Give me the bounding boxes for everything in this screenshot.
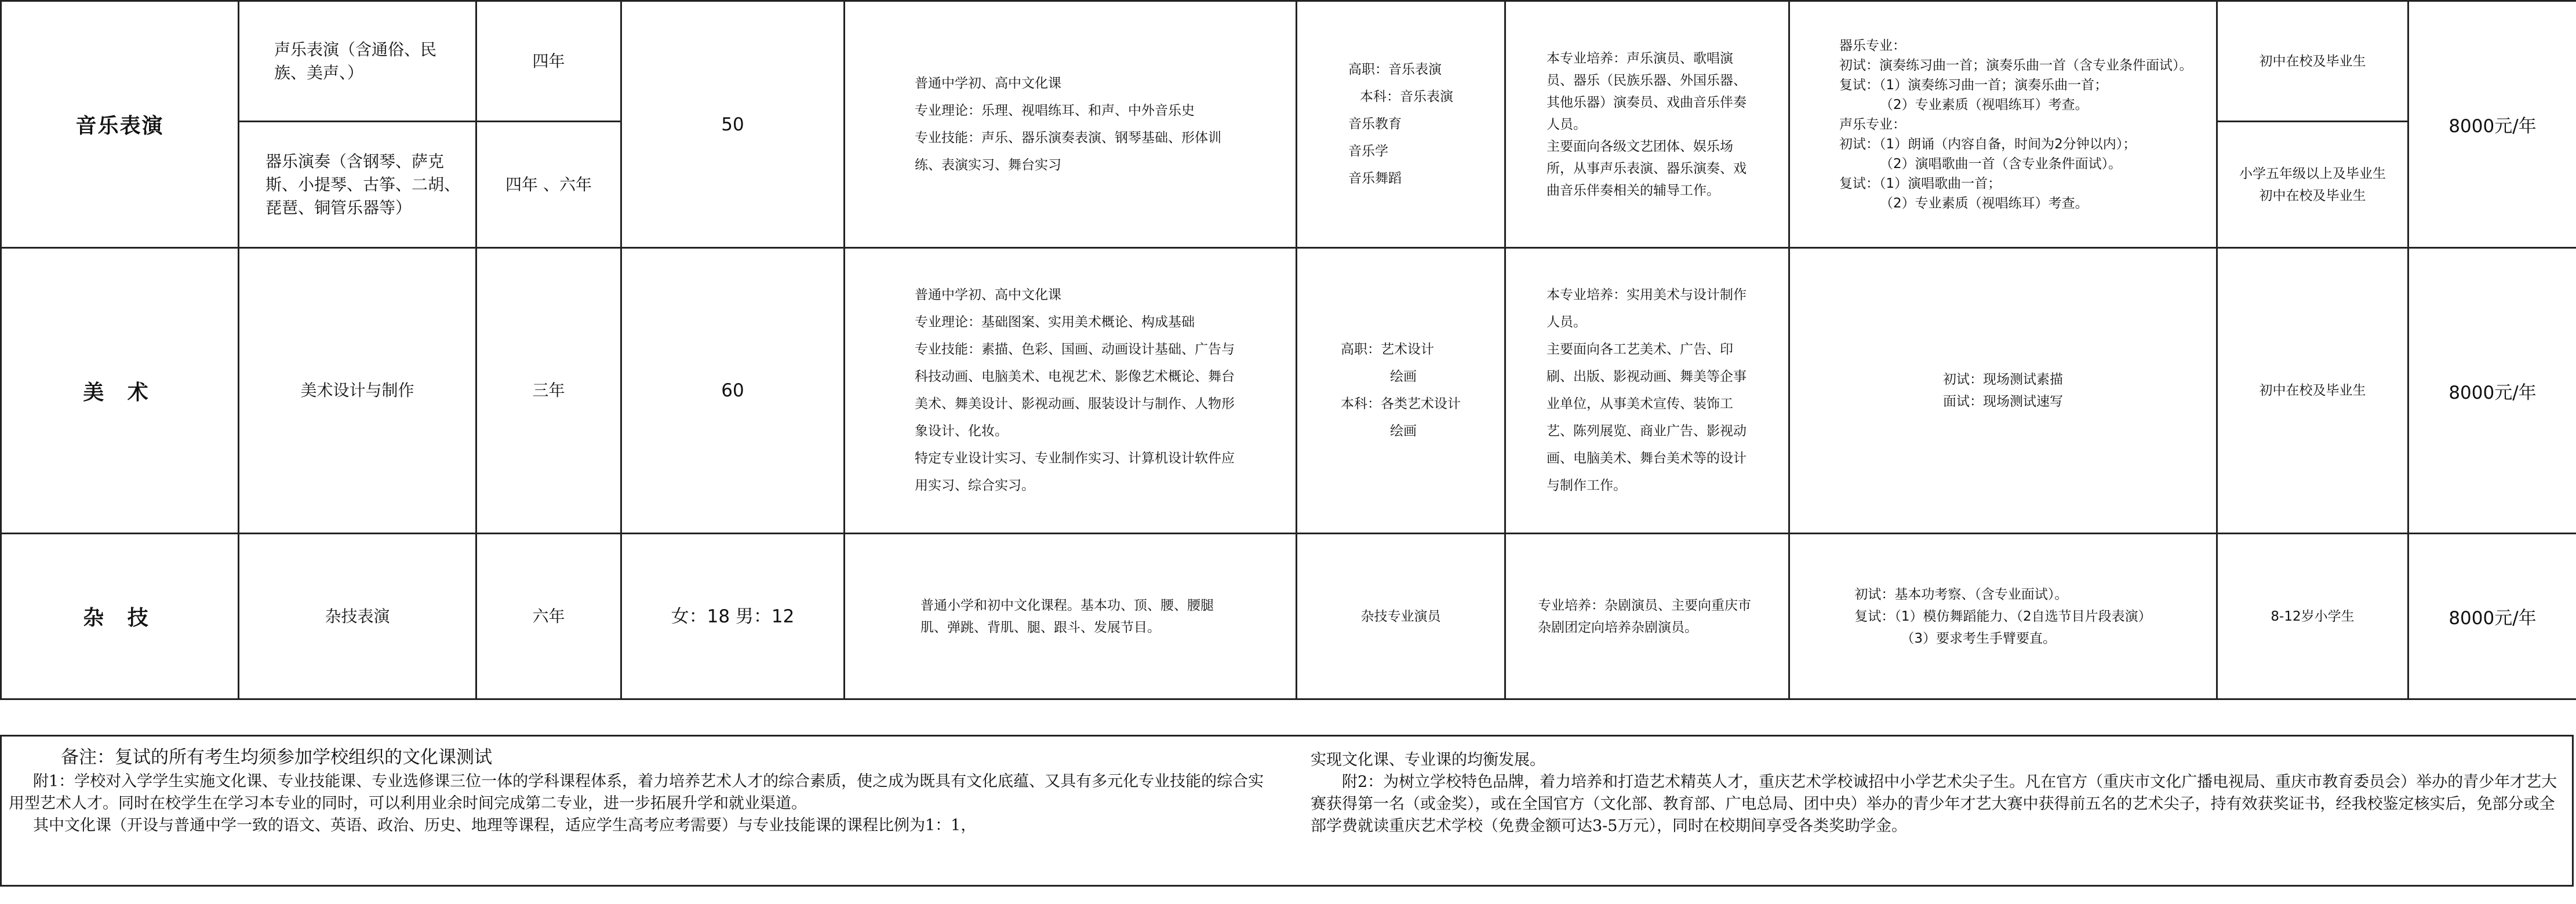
tuition-fee: 8000元/年 bbox=[2408, 248, 2576, 534]
major-name: 音乐表演 bbox=[1, 1, 239, 248]
further-study: 杂技专业演员 bbox=[1297, 534, 1505, 699]
program-years: 四年 、六年 bbox=[476, 122, 621, 248]
program-years: 六年 bbox=[476, 534, 621, 699]
course-list: 普通中学初、高中文化课 专业理论：基础图案、实用美术概论、构成基础 专业技能：素描、色彩、国画、动画设计基础、广告与科技动画、电脑美术、电视艺术、影像艺术概论、舞台美术、舞美设计、影视动画、服装设计与制作、人物形象设计、化妆。 特定专业设计实习、专业制作实习、计算机设计软件应用实习、综合实习。 bbox=[845, 248, 1297, 534]
target-students: 初中在校及毕业生 bbox=[2217, 1, 2408, 122]
major-name: 美 术 bbox=[1, 248, 239, 534]
program-name: 杂技表演 bbox=[239, 534, 476, 699]
note-paragraph-2: 其中文化课（开设与普通中学一致的语文、英语、政治、历史、地理等课程，适应学生高考应考需要）与专业技能课的课程比例为1：1， bbox=[33, 816, 977, 834]
program-name: 美术设计与制作 bbox=[239, 248, 476, 534]
note-paragraph-3: 实现文化课、专业课的均衡发展。 bbox=[1311, 751, 1545, 769]
exam-content: 初试：基本功考察、（含专业面试）。 复试：（1）模仿舞蹈能力、（2自选节目片段表演） （3）要求考生手臂要直。 bbox=[1789, 534, 2217, 699]
course-list: 普通小学和初中文化课程。基本功、顶、腰、腰腿肌、弹跳、背肌、腿、跟斗、发展节目。 bbox=[845, 534, 1297, 699]
notes-box bbox=[0, 735, 2574, 887]
employment-direction: 本专业培养：声乐演员、歌唱演员、器乐（民族乐器、外国乐器、其他乐器）演奏员、戏曲音乐伴奏人员。 主要面向各级文艺团体、娱乐场所，从事声乐表演、器乐演奏、戏曲音乐伴奏相关的辅导工作。 bbox=[1505, 1, 1789, 248]
program-name: 声乐表演（含通俗、民族、美声、） bbox=[239, 1, 476, 122]
exam-content: 初试：现场测试素描 面试：现场测试速写 bbox=[1789, 248, 2217, 534]
enrollment-quota: 50 bbox=[621, 1, 845, 248]
table-row bbox=[1, 248, 2576, 534]
enrollment-quota: 60 bbox=[621, 248, 845, 534]
target-students: 小学五年级以上及毕业生 初中在校及毕业生 bbox=[2217, 122, 2408, 248]
notes-left-column bbox=[9, 737, 1278, 885]
further-study: 高职：艺术设计 绘画 本科：各类艺术设计 绘画 bbox=[1297, 248, 1505, 534]
further-study: 高职：音乐表演 本科：音乐表演 音乐教育 音乐学 音乐舞蹈 bbox=[1297, 1, 1505, 248]
major-name: 杂 技 bbox=[1, 534, 239, 699]
employment-direction: 专业培养：杂剧演员、主要向重庆市杂剧团定向培养杂剧演员。 bbox=[1505, 534, 1789, 699]
target-students: 初中在校及毕业生 bbox=[2217, 248, 2408, 534]
tuition-fee: 8000元/年 bbox=[2408, 534, 2576, 699]
notes-title: 备注：复试的所有考生均须参加学校组织的文化课测试 bbox=[61, 747, 492, 768]
table-row bbox=[1, 1, 2576, 122]
program-years: 四年 bbox=[476, 1, 621, 122]
table-row bbox=[1, 534, 2576, 699]
target-students: 8-12岁小学生 bbox=[2217, 534, 2408, 699]
tuition-fee: 8000元/年 bbox=[2408, 1, 2576, 248]
notes-right-column bbox=[1311, 737, 2563, 885]
program-years: 三年 bbox=[476, 248, 621, 534]
note-paragraph-1: 附1：学校对入学学生实施文化课、专业技能课、专业选修课三位一体的学科课程体系，着力培养艺术人才的综合素质，使之成为既具有文化底蕴、又具有多元化专业技能的综合实用型艺术人才。同时在校学生在学习本专业的同时，可以利用业余时间完成第二专业，进一步拓展升学和就业渠道。 bbox=[9, 772, 1264, 812]
employment-direction: 本专业培养：实用美术与设计制作人员。 主要面向各工艺美术、广告、印刷、出版、影视动画、舞美等企事业单位，从事美术宣传、装饰工艺、陈列展览、商业广告、影视动画、电脑美术、舞台美术等的设计与制作工作。 bbox=[1505, 248, 1789, 534]
course-list: 普通中学初、高中文化课 专业理论：乐理、视唱练耳、和声、中外音乐史 专业技能：声乐、器乐演奏表演、钢琴基础、形体训练、表演实习、舞台实习 bbox=[845, 1, 1297, 248]
program-name: 器乐演奏（含钢琴、萨克斯、小提琴、古筝、二胡、琵琶、铜管乐器等） bbox=[239, 122, 476, 248]
note-paragraph-4: 附2：为树立学校特色品牌，着力培养和打造艺术精英人才，重庆艺术学校诚招中小学艺术尖子生。凡在官方（重庆市文化广播电视局、重庆市教育委员会）举办的青少年才艺大赛获得第一名（或金奖），或在全国官方（文化部、教育部、广电总局、团中央）举办的青少年才艺大赛中获得前五名的艺术尖子，持有效获奖证书，经我校鉴定核实后，免部分或全部学费就读重庆艺术学校（免费金额可达3-5万元），同时在校期间享受各类奖助学金。 bbox=[1311, 773, 2557, 835]
enrollment-quota: 女：18 男：12 bbox=[621, 534, 845, 699]
exam-content: 器乐专业： 初试：演奏练习曲一首；演奏乐曲一首（含专业条件面试）。 复试：（1）演奏练习曲一首；演奏乐曲一首； （2）专业素质（视唱练耳）考查。 声乐专业： 初试：（1）朗诵（内容自备，时间为2分钟以内）； （2）演唱歌曲一首（含专业条件面试）。 复试：（1）演唱歌曲一首； （2）专业素质（视唱练耳）考查。 bbox=[1789, 1, 2217, 248]
